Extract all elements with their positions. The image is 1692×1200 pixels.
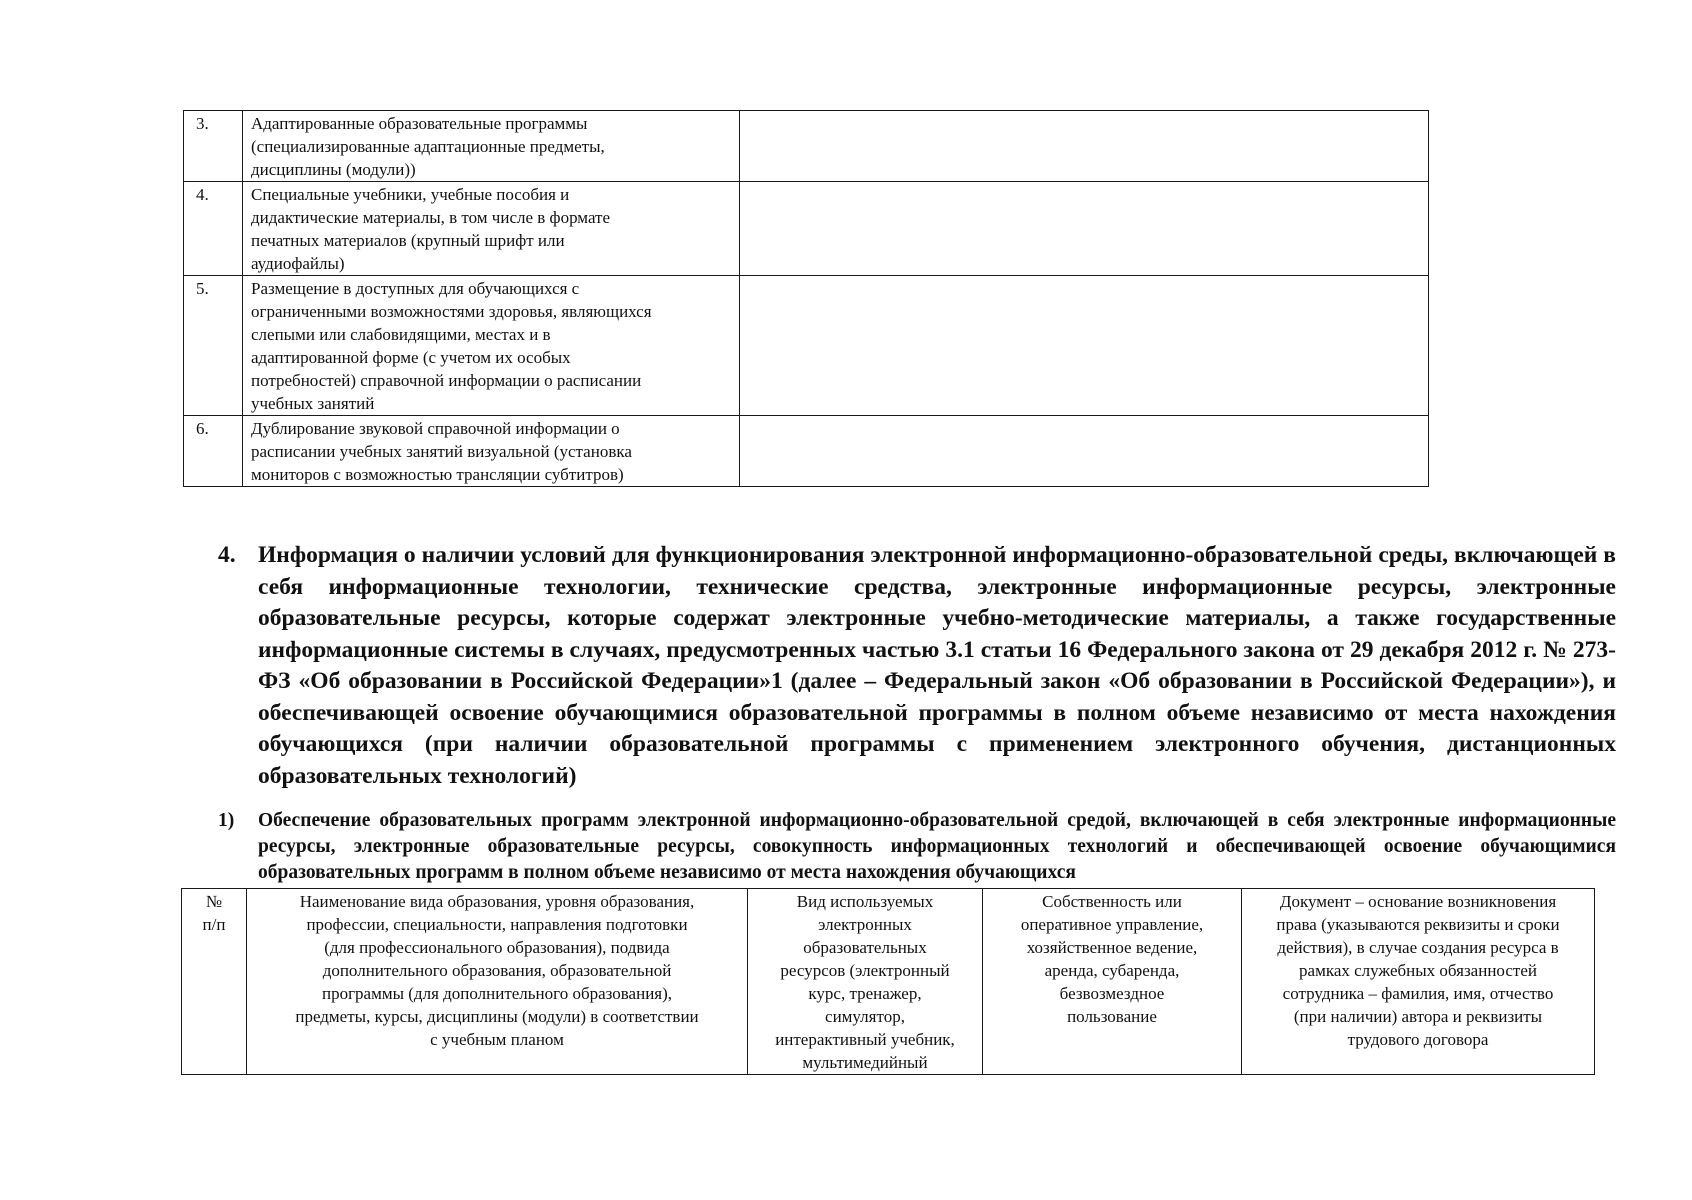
header-line: хозяйственное ведение, xyxy=(1026,938,1198,957)
description-line: Размещение в доступных для обучающихся с xyxy=(251,279,580,298)
description-line: слепыми или слабовидящими, местах и в xyxy=(251,325,551,344)
section-4-heading xyxy=(218,540,1616,792)
description-line: ограниченными возможностями здоровья, являющихся xyxy=(251,302,652,321)
col-ownership-header xyxy=(983,889,1242,1075)
header-line: профессии, специальности, направления подготовки xyxy=(306,915,688,934)
header-line: дополнительного образования, образовательной xyxy=(322,961,672,980)
header-line: рамках служебных обязанностей xyxy=(1299,961,1537,980)
description-line: (специализированные адаптационные предметы, xyxy=(251,137,605,156)
header-line: сотрудника – фамилия, имя, отчество xyxy=(1282,984,1554,1003)
description-line: дисциплины (модули)) xyxy=(251,160,416,179)
description-line: потребностей) справочной информации о расписании xyxy=(251,371,642,390)
row-number: 3. xyxy=(184,111,243,182)
row-description xyxy=(243,276,740,416)
col-document-header xyxy=(1242,889,1595,1075)
description-line: Специальные учебники, учебные пособия и xyxy=(251,185,570,204)
row-description xyxy=(243,111,740,182)
header-line: пользование xyxy=(1067,1007,1157,1026)
description-line: печатных материалов (крупный шрифт или xyxy=(251,231,565,250)
header-line: № xyxy=(205,892,223,911)
table-row xyxy=(184,276,1429,416)
description-line: дидактические материалы, в том числе в формате xyxy=(251,208,611,227)
description-line: расписании учебных занятий визуальной (установка xyxy=(251,442,632,461)
header-line: ресурсов (электронный xyxy=(780,961,950,980)
e-resources-table xyxy=(181,888,1595,1075)
description-line: мониторов с возможностью трансляции субтитров) xyxy=(251,465,624,484)
table-row xyxy=(184,182,1429,276)
header-line: трудового договора xyxy=(1347,1030,1489,1049)
section-text: Информация о наличии условий для функционирования электронной информационно-образовательной среды, включающей в себя информационные технологии, технические средства, электронные информационные ресурсы, электронные образовательные ресурсы, которые содержат электронные учебно-методические материалы, а также государственные информационные системы в случаях, предусмотренных частью 3.1 статьи 16 Федерального закона от 29 декабря 2012 г. № 273-ФЗ «Об образовании в Российской Федерации»1 (далее – Федеральный закон «Об образовании в Российской Федерации»), и обеспечивающей освоение обучающимися образовательной программы в полном объеме независимо от места нахождения обучающихся (при наличии образовательной программы с применением электронного обучения, дистанционных образовательных технологий) xyxy=(258,542,1616,789)
row-value-cell xyxy=(740,182,1429,276)
table-header-row xyxy=(182,889,1595,1075)
row-value-cell xyxy=(740,276,1429,416)
accessibility-table xyxy=(183,110,1429,487)
table-row xyxy=(184,111,1429,182)
description-line: Адаптированные образовательные программы xyxy=(251,114,588,133)
description-line: учебных занятий xyxy=(251,394,375,413)
header-line: оперативное управление, xyxy=(1020,915,1204,934)
subsection-1-heading xyxy=(218,808,1616,886)
header-line: симулятор, xyxy=(825,1007,905,1026)
row-number: 4. xyxy=(184,182,243,276)
header-line: образовательных xyxy=(803,938,927,957)
header-line: п/п xyxy=(202,915,226,934)
header-line: мультимедийный xyxy=(802,1053,928,1072)
row-value-cell xyxy=(740,111,1429,182)
header-line: с учебным планом xyxy=(430,1030,564,1049)
header-line: Собственность или xyxy=(1042,892,1182,911)
row-description xyxy=(243,416,740,487)
section-number: 4. xyxy=(218,542,236,568)
description-line: Дублирование звуковой справочной информации о xyxy=(251,419,620,438)
description-line: аудиофайлы) xyxy=(251,254,345,273)
header-line: курс, тренажер, xyxy=(808,984,922,1003)
header-line: интерактивный учебник, xyxy=(775,1030,955,1049)
header-line: аренда, субаренда, xyxy=(1044,961,1180,980)
row-description xyxy=(243,182,740,276)
subsection-number: 1) xyxy=(218,810,235,831)
table-row xyxy=(184,416,1429,487)
header-line: права (указываются реквизиты и сроки xyxy=(1276,915,1560,934)
header-line: электронных xyxy=(818,915,912,934)
row-number: 6. xyxy=(184,416,243,487)
header-line: (для профессионального образования), подвида xyxy=(324,938,670,957)
col-number-header xyxy=(182,889,247,1075)
header-line: действия), в случае создания ресурса в xyxy=(1277,938,1559,957)
header-line: предметы, курсы, дисциплины (модули) в соответствии xyxy=(295,1007,699,1026)
header-line: Вид используемых xyxy=(796,892,934,911)
col-resource-type-header xyxy=(748,889,983,1075)
col-program-header xyxy=(247,889,748,1075)
description-line: адаптированной форме (с учетом их особых xyxy=(251,348,571,367)
row-value-cell xyxy=(740,416,1429,487)
row-number: 5. xyxy=(184,276,243,416)
header-line: Документ – основание возникновения xyxy=(1279,892,1557,911)
header-line: Наименование вида образования, уровня образования, xyxy=(299,892,695,911)
header-line: программы (для дополнительного образования), xyxy=(321,984,673,1003)
header-line: (при наличии) автора и реквизиты xyxy=(1293,1007,1543,1026)
header-line: безвозмездное xyxy=(1059,984,1165,1003)
subsection-text: Обеспечение образовательных программ электронной информационно-образовательной средой, включающей в себя электронные информационные ресурсы, электронные образовательные ресурсы, совокупность информационных технологий и обеспечивающей освоение обучающимися образовательных программ в полном объеме независимо от места нахождения обучающихся xyxy=(258,810,1616,883)
